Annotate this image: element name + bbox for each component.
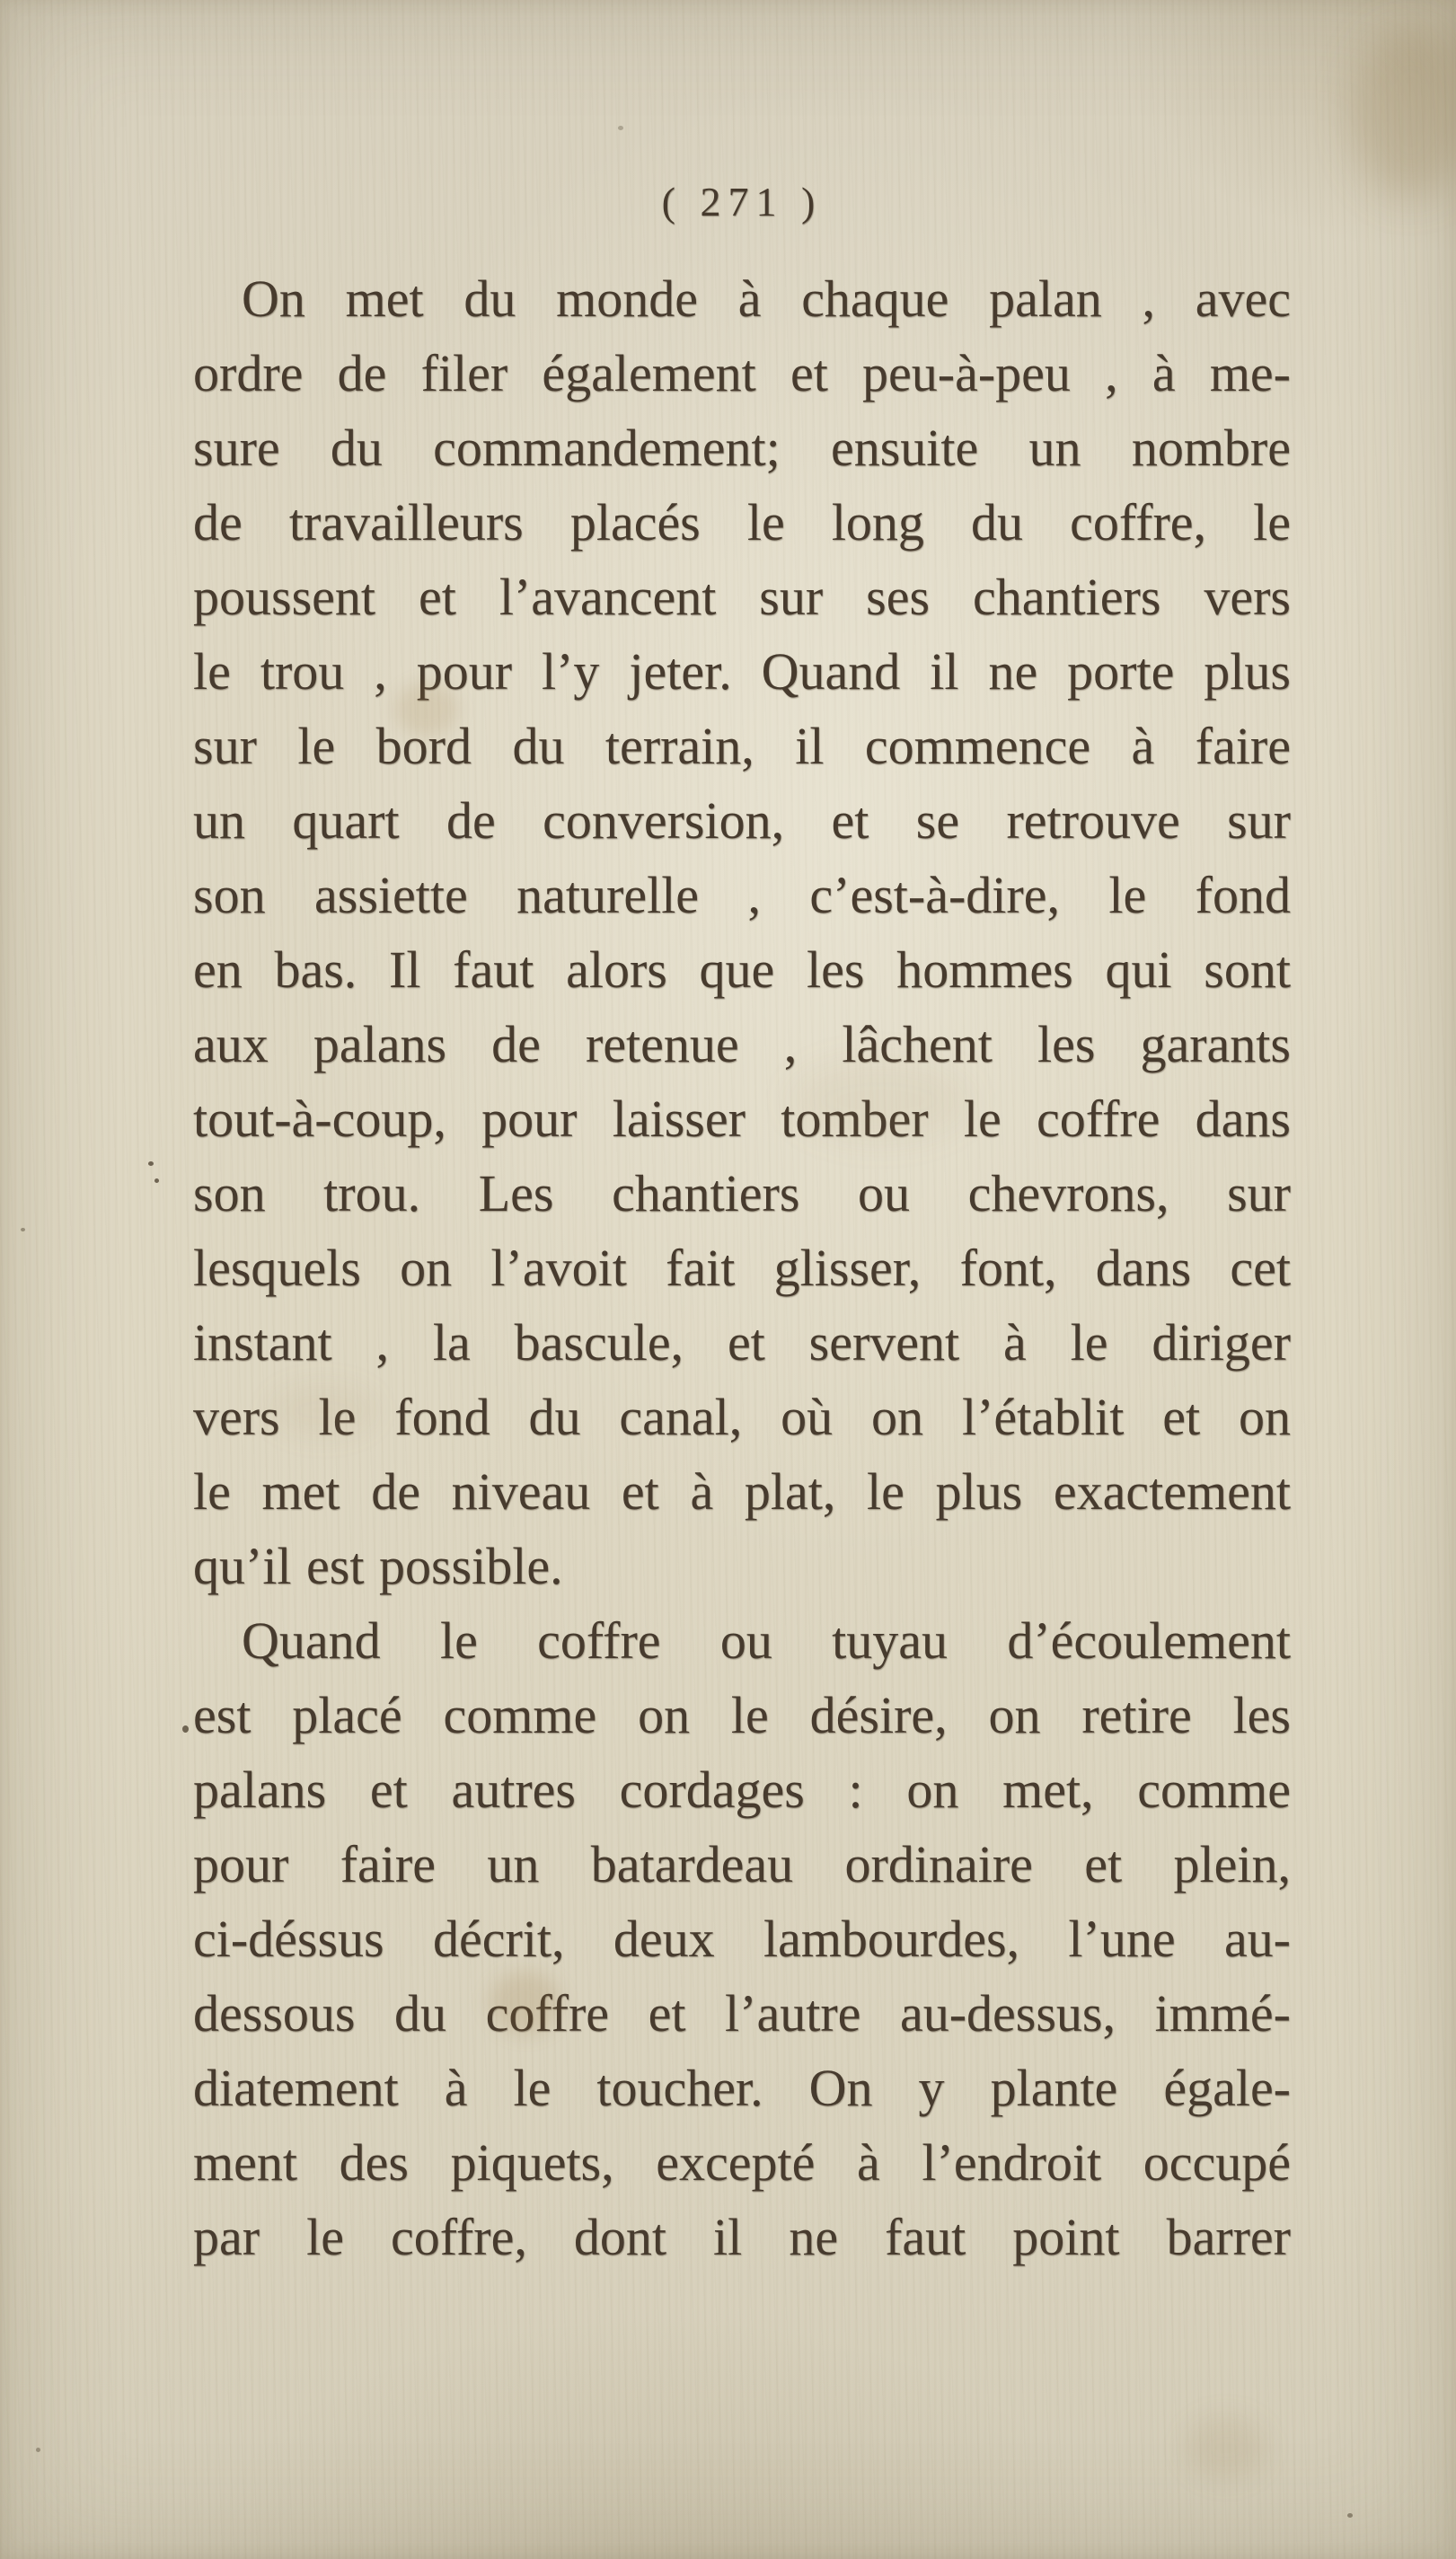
ink-speck [182,1725,189,1733]
text-line: dessous du coffre et l’autre au-dessus, immé- [193,1984,1291,2043]
text-line: le met de niveau et à plat, le plus exactement [193,1462,1291,1521]
text-line: instant , la bascule, et servent à le diriger [193,1313,1291,1372]
paper-stain [1352,27,1456,198]
text-line: ci-déssus décrit, deux lambourdes, l’une au- [193,1910,1291,1968]
text-line: On met du monde à chaque palan , avec [242,269,1291,328]
text-line: poussent et l’avancent sur ses chantiers vers [193,568,1291,626]
text-line: pour faire un batardeau ordinaire et plein, [193,1835,1291,1893]
ink-speck [618,126,623,130]
text-line: le trou , pour l’y jeter. Quand il ne porte plus [193,642,1291,701]
text-line: diatement à le toucher. On y plante égale- [193,2059,1291,2117]
text-line: est placé comme on le désire, on retire les [193,1686,1291,1744]
text-line: sure du commandement; ensuite un nombre [193,419,1291,477]
ink-speck [154,1178,159,1183]
text-line: lesquels on l’avoit fait glisser, font, dans cet [193,1239,1291,1297]
ink-speck [36,2448,40,2452]
text-line: tout-à-coup, pour laisser tomber le coffre dans [193,1090,1291,1148]
paragraph-2 [193,1603,1291,2274]
text-line: ment des piquets, excepté à l’endroit occupé [193,2133,1291,2192]
ink-speck [148,1161,154,1166]
text-line: sur le bord du terrain, il commence à faire [193,717,1291,775]
paragraph-1 [193,261,1291,1603]
text-line: son assiette naturelle , c’est-à-dire, le fond [193,866,1291,924]
text-line: son trou. Les chantiers ou chevrons, sur [193,1164,1291,1222]
text-line: un quart de conversion, et se retrouve sur [193,791,1291,850]
ink-speck [1347,2513,1353,2518]
text-block [193,261,1291,2274]
text-line: aux palans de retenue , lâchent les garants [193,1015,1291,1073]
text-line: en bas. Il faut alors que les hommes qui sont [193,940,1291,999]
text-line: de travailleurs placés le long du coffre, le [193,493,1291,552]
text-line: ordre de filer également et peu-à-peu , à me- [193,344,1291,402]
text-line: palans et autres cordages : on met, comme [193,1760,1291,1819]
text-line: Quand le coffre ou tuyau d’écoulement [242,1611,1291,1670]
text-line: vers le fond du canal, où on l’établit et on [193,1388,1291,1446]
text-line: qu’il est possible. [193,1537,563,1595]
text-line: par le coffre, dont il ne faut point barrer [193,2208,1291,2266]
ink-speck [21,1228,25,1231]
page-number: ( 271 ) [661,179,823,225]
paper-stain [1186,2416,1266,2479]
